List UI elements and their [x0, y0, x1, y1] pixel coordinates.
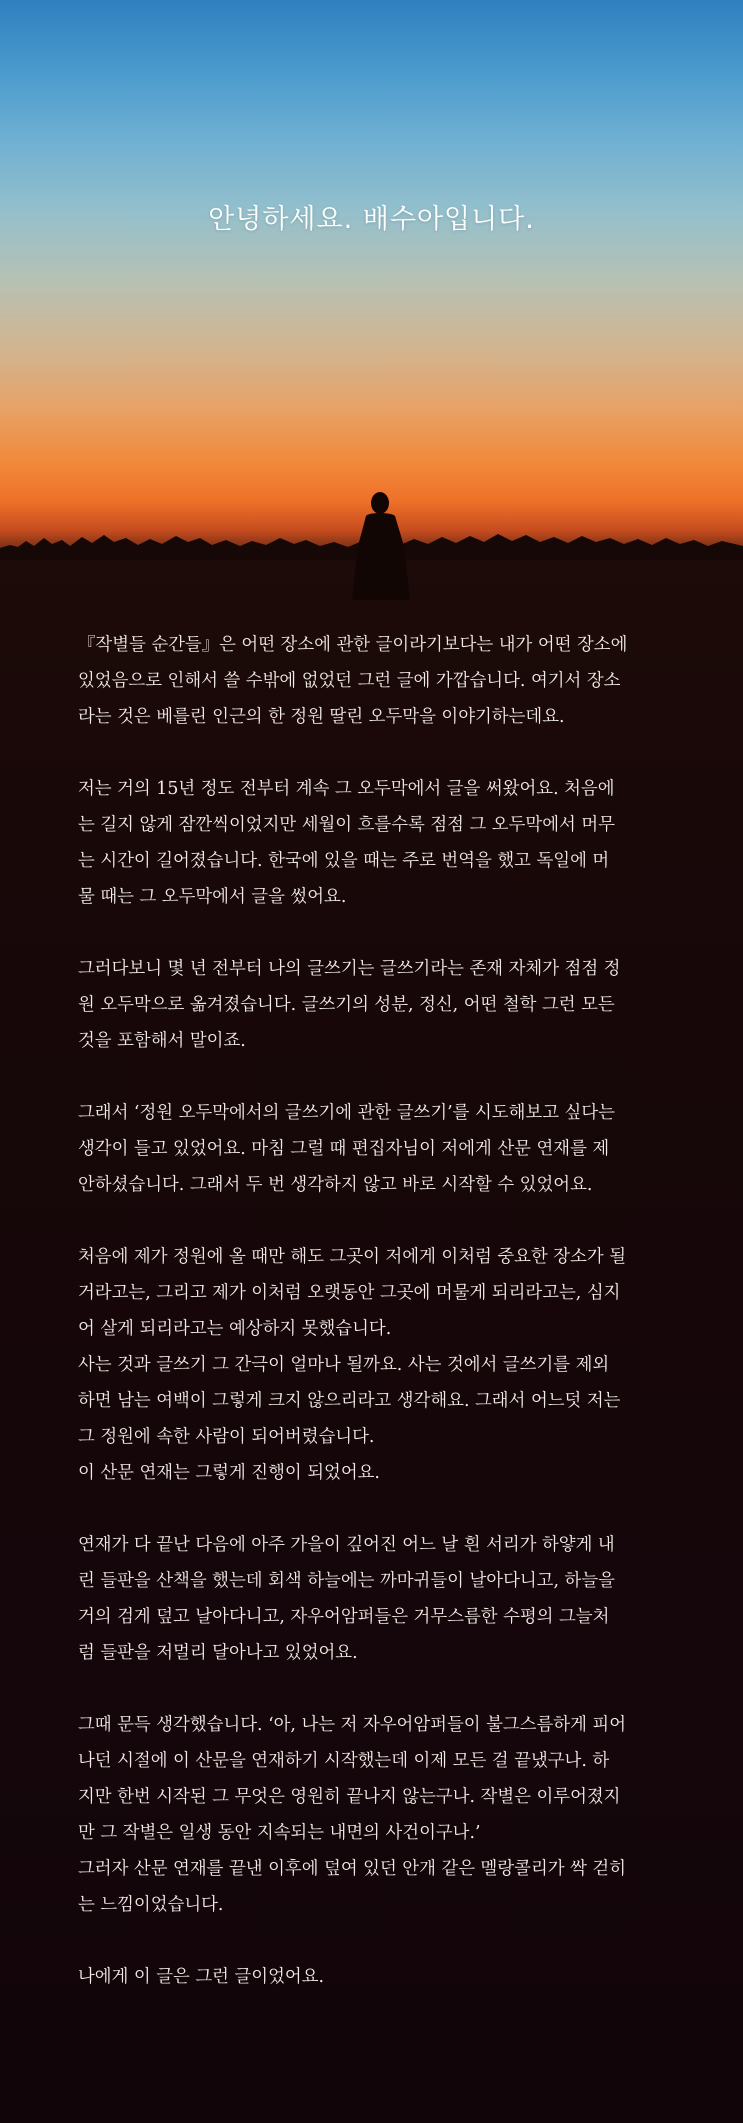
text-line: 사는 것과 글쓰기 그 간극이 얼마나 될까요. 사는 것에서 글쓰기를 제외 [78, 1355, 610, 1375]
watermark-logo [699, 455, 713, 495]
text-line: 그래서 ‘정원 오두막에서의 글쓰기에 관한 글쓰기’를 시도해보고 싶다는 [78, 1103, 615, 1123]
text-line: 나던 시절에 이 산문을 연재하기 시작했는데 이제 모든 걸 끝냈구나. 하 [78, 1751, 610, 1771]
text-line: 는 길지 않게 잠깐씩이었지만 세월이 흐를수록 점점 그 오두막에서 머무 [78, 815, 615, 835]
text-line: 물 때는 그 오두막에서 글을 썼어요. [78, 887, 347, 907]
text-line: 『작별들 순간들』은 어떤 장소에 관한 글이라기보다는 내가 어떤 장소에 [78, 635, 628, 655]
text-line: 그러자 산문 연재를 끝낸 이후에 덮여 있던 안개 같은 멜랑콜리가 싹 걷히 [78, 1859, 626, 1879]
hero-title: 안녕하세요. 배수아입니다. [208, 204, 535, 235]
text-line: 나에게 이 글은 그런 글이었어요. [78, 1967, 325, 1987]
text-line: 그러다보니 몇 년 전부터 나의 글쓰기는 글쓰기라는 존재 자체가 점점 정 [78, 959, 621, 979]
text-line: 지만 한번 시작된 그 무엇은 영원히 끝나지 않는구나. 작별은 이루어졌지 [78, 1787, 621, 1807]
text-line: 처음에 제가 정원에 올 때만 해도 그곳이 저에게 이처럼 중요한 장소가 될 [78, 1247, 626, 1267]
text-line: 안하셨습니다. 그래서 두 번 생각하지 않고 바로 시작할 수 있었어요. [78, 1175, 593, 1195]
text-line: 럼 들판을 저멀리 달아나고 있었어요. [78, 1643, 358, 1663]
text-line: 거라고는, 그리고 제가 이처럼 오랫동안 그곳에 머물게 되리라고는, 심지 [78, 1283, 621, 1303]
text-line: 것을 포함해서 말이죠. [78, 1031, 246, 1051]
essay-text [78, 627, 693, 2031]
sunset-landscape-image [0, 0, 743, 700]
text-line: 라는 것은 베를린 인근의 한 정원 딸린 오두막을 이야기하는데요. [78, 707, 565, 727]
text-line: 하면 남는 여백이 그렇게 크지 않으리라고 생각해요. 그래서 어느덧 저는 [78, 1391, 621, 1411]
text-line: 그 정원에 속한 사람이 되어버렸습니다. [78, 1427, 375, 1447]
text-line: 는 시간이 길어졌습니다. 한국에 있을 때는 주로 번역을 했고 독일에 머 [78, 851, 610, 871]
text-line: 있었음으로 인해서 쓸 수밖에 없었던 그런 글에 가깝습니다. 여기서 장소 [78, 671, 621, 691]
paragraph-7 [78, 1707, 693, 1923]
text-line: 연재가 다 끝난 다음에 아주 가을이 깊어진 어느 날 흰 서리가 하얗게 내 [78, 1535, 615, 1555]
paragraph-5 [78, 1239, 693, 1491]
text-line: 어 살게 되리라고는 예상하지 못했습니다. [78, 1319, 392, 1339]
paragraph-4 [78, 1095, 693, 1203]
person-silhouette [352, 492, 410, 600]
text-line: 만 그 작별은 일생 동안 지속되는 내면의 사건이구나.’ [78, 1823, 481, 1843]
text-line: 이 산문 연재는 그렇게 진행이 되었어요. [78, 1463, 380, 1483]
text-line: 생각이 들고 있었어요. 마침 그럴 때 편집자님이 저에게 산문 연재를 제 [78, 1139, 610, 1159]
text-line: 린 들판을 산책을 했는데 회색 하늘에는 까마귀들이 날아다니고, 하늘을 [78, 1571, 615, 1591]
text-line: 거의 검게 덮고 날아다니고, 자우어암퍼들은 거무스름한 수평의 그늘처 [78, 1607, 610, 1627]
text-line: 저는 거의 15년 정도 전부터 계속 그 오두막에서 글을 써왔어요. 처음에 [78, 779, 615, 799]
text-line: 그때 문득 생각했습니다. ‘아, 나는 저 자우어암퍼들이 불그스름하게 피어 [78, 1715, 626, 1735]
paragraph-1 [78, 627, 693, 735]
paragraph-6 [78, 1527, 693, 1671]
paragraph-3 [78, 951, 693, 1059]
text-line: 원 오두막으로 옮겨졌습니다. 글쓰기의 성분, 정신, 어떤 철학 그런 모든 [78, 995, 615, 1015]
text-line: 는 느낌이었습니다. [78, 1895, 224, 1915]
paragraph-8 [78, 1959, 693, 1995]
paragraph-2 [78, 771, 693, 915]
